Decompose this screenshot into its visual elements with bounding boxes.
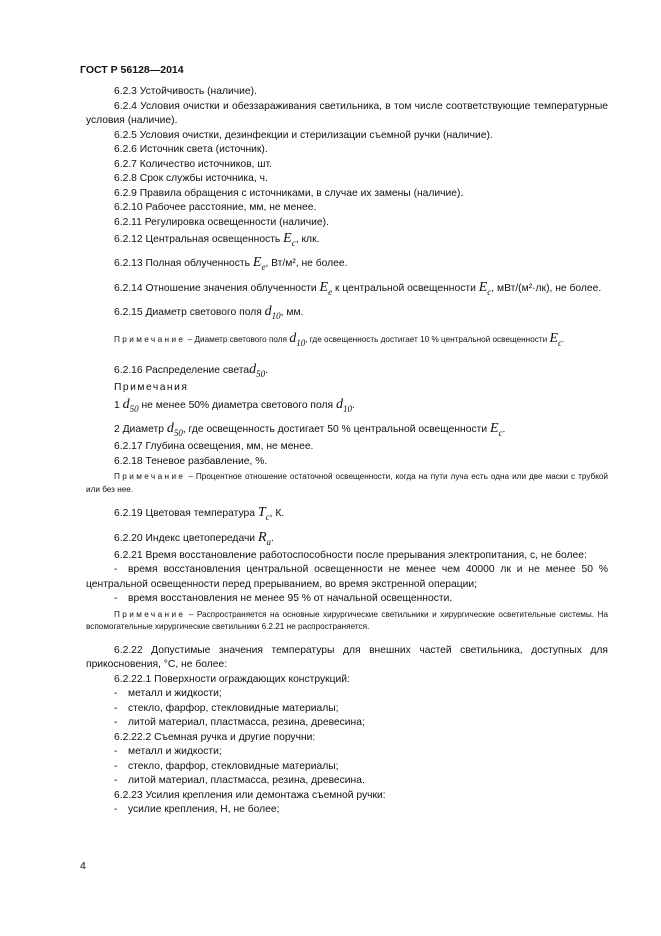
clause-6-2-13-text: 6.2.13 Полная облученность bbox=[114, 258, 250, 270]
symbol-ee: $E_e$ bbox=[252, 255, 266, 273]
clause-6-2-17: 6.2.17 Глубина освещения, мм, не менее. bbox=[114, 441, 314, 453]
clause-6-2-12 bbox=[86, 232, 608, 250]
bullet-2-2: - стекло, фарфор, стекловидные материалы; bbox=[114, 760, 339, 772]
clause-6-2-11: 6.2.11 Регулировка освещенности (наличие). bbox=[114, 216, 329, 228]
symbol-ee-2: $E_e$ bbox=[319, 279, 333, 297]
clause-6-2-15-unit: , мм. bbox=[280, 306, 304, 318]
note-6-2-18: Примечание – Процентное отношение остаточной освещенности, когда на пути луча есть одна или две маски с трубкой или без нее. bbox=[86, 472, 608, 494]
clause-6-2-19: 6.2.19 Цветовая температура $T_c$, К. bbox=[114, 505, 285, 523]
note-item-1: 1 $d_{50}$ не менее 50% диаметра светового поля $d_{10}$. bbox=[114, 396, 355, 414]
page-header: ГОСТ Р 56128—2014 bbox=[80, 64, 184, 76]
symbol-d50: $d_{50}$ bbox=[249, 361, 266, 379]
clause-6-2-5: 6.2.5 Условия очистки, дезинфекции и стерилизации съемной ручки (наличие). bbox=[114, 129, 493, 141]
symbol-ec-note2: $E_c$ bbox=[489, 421, 503, 438]
clause-6-2-22-1: 6.2.22.1 Поверхности ограждающих конструкций: bbox=[114, 673, 350, 685]
clause-6-2-14-unit: , мВт/(м²·лк), не более. bbox=[491, 282, 602, 294]
clause-6-2-15-text: 6.2.15 Диаметр светового поля bbox=[114, 306, 262, 318]
clause-6-2-12-text: 6.2.12 Центральная освещенность bbox=[114, 234, 281, 245]
clause-6-2-22: 6.2.22 Допустимые значения температуры для внешних частей светильника, доступных для прикосновения, °С, не более: bbox=[86, 644, 608, 671]
page-number: 4 bbox=[80, 860, 86, 872]
clause-6-2-14 bbox=[86, 281, 608, 299]
bullet-2-3: - литой материал, пластмасса, резина, древесина. bbox=[114, 775, 365, 787]
symbol-d10: $d_{10}$ bbox=[264, 303, 281, 321]
bullet-3-1: - усилие крепления, Н, не более; bbox=[114, 804, 280, 816]
clause-6-2-12-unit: , клк. bbox=[295, 234, 320, 245]
bullet-2-1: - металл и жидкости; bbox=[114, 746, 222, 758]
clause-6-2-23: 6.2.23 Усилия крепления или демонтажа съемной ручки: bbox=[114, 789, 386, 801]
note-label: Примечание bbox=[114, 335, 186, 345]
symbol-ec-note: $E_c$ bbox=[549, 331, 563, 348]
symbol-ra: $R_a$ bbox=[257, 529, 271, 547]
document-body bbox=[86, 85, 608, 818]
clause-6-2-13 bbox=[86, 256, 608, 274]
clause-6-2-3: 6.2.3 Устойчивость (наличие). bbox=[114, 86, 257, 97]
clause-6-2-21: 6.2.21 Время восстановление работоспособности после прерывания электропитания, с, не более: bbox=[114, 549, 587, 561]
note-item-2: 2 Диаметр $d_{50}$, где освещенность достигает 50 % центральной освещенности $E_c$. bbox=[114, 421, 506, 438]
notes-heading: Примечания bbox=[114, 382, 189, 394]
symbol-d50-note1: $d_{50}$ bbox=[122, 396, 139, 414]
clause-6-2-7: 6.2.7 Количество источников, шт. bbox=[114, 158, 272, 170]
clause-6-2-16: 6.2.16 Распределение светаd$_{50}$. bbox=[114, 361, 268, 379]
bullet-1-3: - литой материал, пластмасса, резина, древесина; bbox=[114, 717, 365, 729]
note-6-2-21: Примечание – Распространяется на основные хирургические светильники и хирургические осветительные системы. На вспомогательные хирургические светильники 6.2.21 не распространяется. bbox=[86, 609, 608, 632]
symbol-d10-note1: $d_{10}$ bbox=[335, 396, 352, 414]
clause-6-2-8: 6.2.8 Срок службы источника, ч. bbox=[114, 173, 268, 184]
clause-6-2-18: 6.2.18 Теневое разбавление, %. bbox=[114, 455, 268, 467]
bullet-1-1: - металл и жидкости; bbox=[114, 688, 222, 700]
bullet-6-2-21-2: - время восстановления не менее 95 % от начальной освещенности. bbox=[114, 593, 453, 605]
clause-6-2-15 bbox=[86, 305, 608, 323]
clause-6-2-22-2: 6.2.22.2 Съемная ручка и другие поручни: bbox=[114, 731, 316, 743]
clause-6-2-14-text-2: к центральной освещенности bbox=[334, 282, 476, 294]
clause-6-2-20: 6.2.20 Индекс цветопередачи $R_a$. bbox=[114, 529, 274, 547]
symbol-ec-2: $E_c$ bbox=[478, 279, 492, 297]
symbol-d10-note: $d_{10}$ bbox=[289, 331, 306, 348]
clause-6-2-6: 6.2.6 Источник света (источник). bbox=[114, 144, 268, 155]
symbol-ec: $E_c$ bbox=[283, 231, 296, 248]
clause-6-2-13-unit: , Вт/м², не более. bbox=[265, 258, 348, 270]
bullet-1-2: - стекло, фарфор, стекловидные материалы; bbox=[114, 702, 339, 714]
symbol-tc: $T_c$ bbox=[257, 505, 270, 523]
clause-6-2-9: 6.2.9 Правила обращения с источниками, в случае их замены (наличие). bbox=[114, 187, 464, 199]
bullet-6-2-21-1: - время восстановления центральной освещенности не менее чем 40000 лк и не менее 50 % центральной освещенности перед прерыванием, во время экстренной операции; bbox=[86, 564, 608, 590]
clause-6-2-14-text: 6.2.14 Отношение значения облученности bbox=[114, 282, 317, 294]
clause-6-2-10: 6.2.10 Рабочее расстояние, мм, не менее. bbox=[114, 202, 317, 213]
clause-6-2-4: 6.2.4 Условия очистки и обеззараживания светильника, в том числе соответствующие температурные условия (наличие). bbox=[86, 100, 608, 126]
symbol-d50-note2: $d_{50}$ bbox=[166, 421, 183, 438]
note-6-2-15: Примечание – Диаметр светового поля $d_{10}$, где освещенность достигает 10 % центральной освещенности $E_c$. bbox=[114, 331, 565, 348]
